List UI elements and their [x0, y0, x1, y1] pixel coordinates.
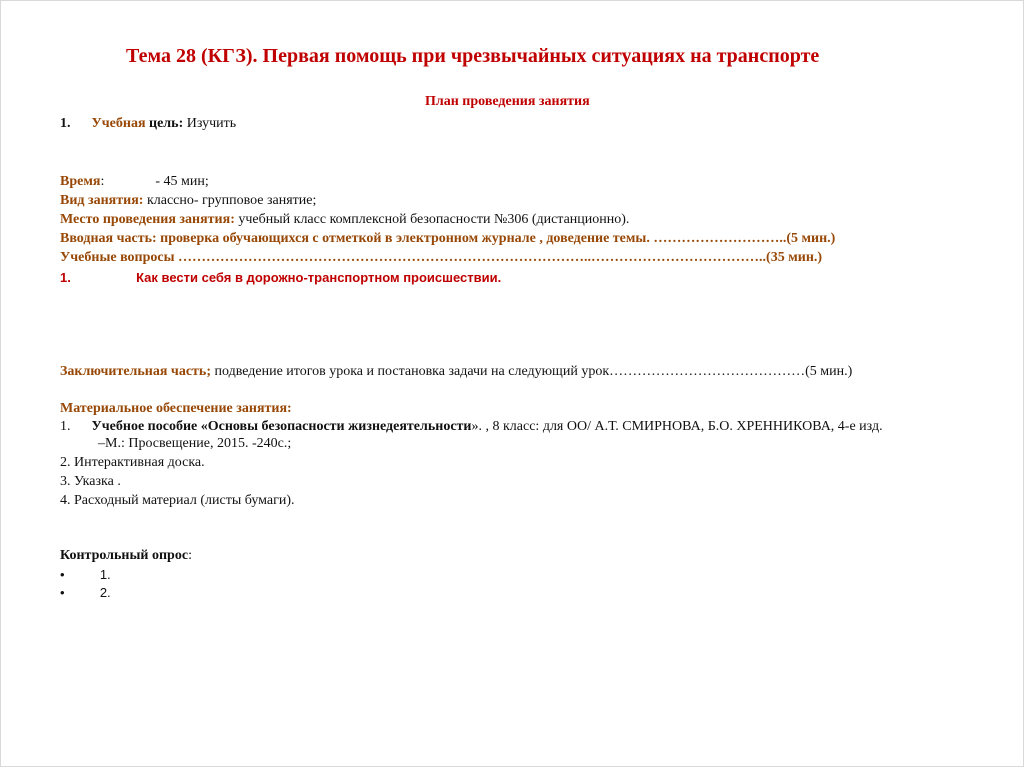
questions-line: Учебные вопросы ……………………………………………………………………………..………………………………..(35 мин.) — [60, 250, 823, 265]
materials-heading: Материальное обеспечение занятия: — [60, 401, 292, 416]
control-heading-colon: : — [188, 548, 192, 563]
control-item-1 — [60, 567, 111, 582]
materials-item-4: 4. Расходный материал (листы бумаги). — [60, 493, 295, 508]
control-bullet-2: • — [60, 585, 65, 600]
page-title: Тема 28 (КГЗ). Первая помощь при чрезвычайных ситуациях на транспорте — [126, 45, 820, 67]
materials-item-1-title: Учебное пособие «Основы безопасности жизнедеятельности — [91, 419, 472, 434]
goal-value: Изучить — [183, 116, 237, 131]
goal-label-a: Учебная — [91, 116, 150, 131]
final-label: Заключительная часть; — [60, 364, 211, 379]
place-label: Место проведения занятия: — [60, 212, 235, 227]
control-item-2-text: 2. — [99, 585, 111, 600]
kind-label: Вид занятия: — [60, 193, 144, 208]
materials-item-1-number: 1. — [60, 419, 71, 434]
materials-item-1 — [60, 419, 883, 435]
plan-heading: План проведения занятия — [425, 94, 590, 109]
final-line — [60, 364, 852, 380]
intro-line: Вводная часть: проверка обучающихся с отметкой в электронном журнале , доведение темы. ………………………..(5 мин.) — [60, 231, 836, 246]
materials-item-1-cont: –М.: Просвещение, 2015. -240с.; — [98, 436, 292, 451]
goal-label-b: цель: — [149, 116, 184, 131]
final-value: подведение итогов урока и постановка задачи на следующий урок……………………………………(5 мин.) — [210, 364, 853, 379]
control-heading — [60, 548, 192, 564]
materials-item-2: 2. Интерактивная доска. — [60, 455, 205, 470]
goal-line — [60, 116, 236, 132]
place-line — [60, 212, 629, 228]
materials-item-3: 3. Указка . — [60, 474, 121, 489]
time-colon: : — [100, 174, 105, 189]
place-value: учебный класс комплексной безопасности №306 (дистанционно). — [234, 212, 630, 227]
time-label: Время — [60, 174, 101, 189]
control-item-1-text: 1. — [99, 567, 111, 582]
kind-line — [60, 193, 316, 209]
time-line — [60, 174, 209, 190]
kind-value: классно- групповое занятие; — [143, 193, 317, 208]
materials-item-1-rest: ». , 8 класс: для ОО/ А.Т. СМИРНОВА, Б.О. ХРЕННИКОВА, 4-е изд. — [471, 419, 883, 434]
control-heading-label: Контрольный опрос — [60, 548, 189, 563]
question-1 — [60, 270, 501, 285]
question-1-number: 1. — [60, 270, 71, 285]
question-1-text: Как вести себя в дорожно-транспортном происшествии. — [136, 270, 502, 285]
control-bullet-1: • — [60, 567, 65, 582]
goal-number: 1. — [60, 116, 71, 131]
time-value: - 45 мин; — [155, 174, 209, 189]
control-item-2 — [60, 585, 111, 600]
